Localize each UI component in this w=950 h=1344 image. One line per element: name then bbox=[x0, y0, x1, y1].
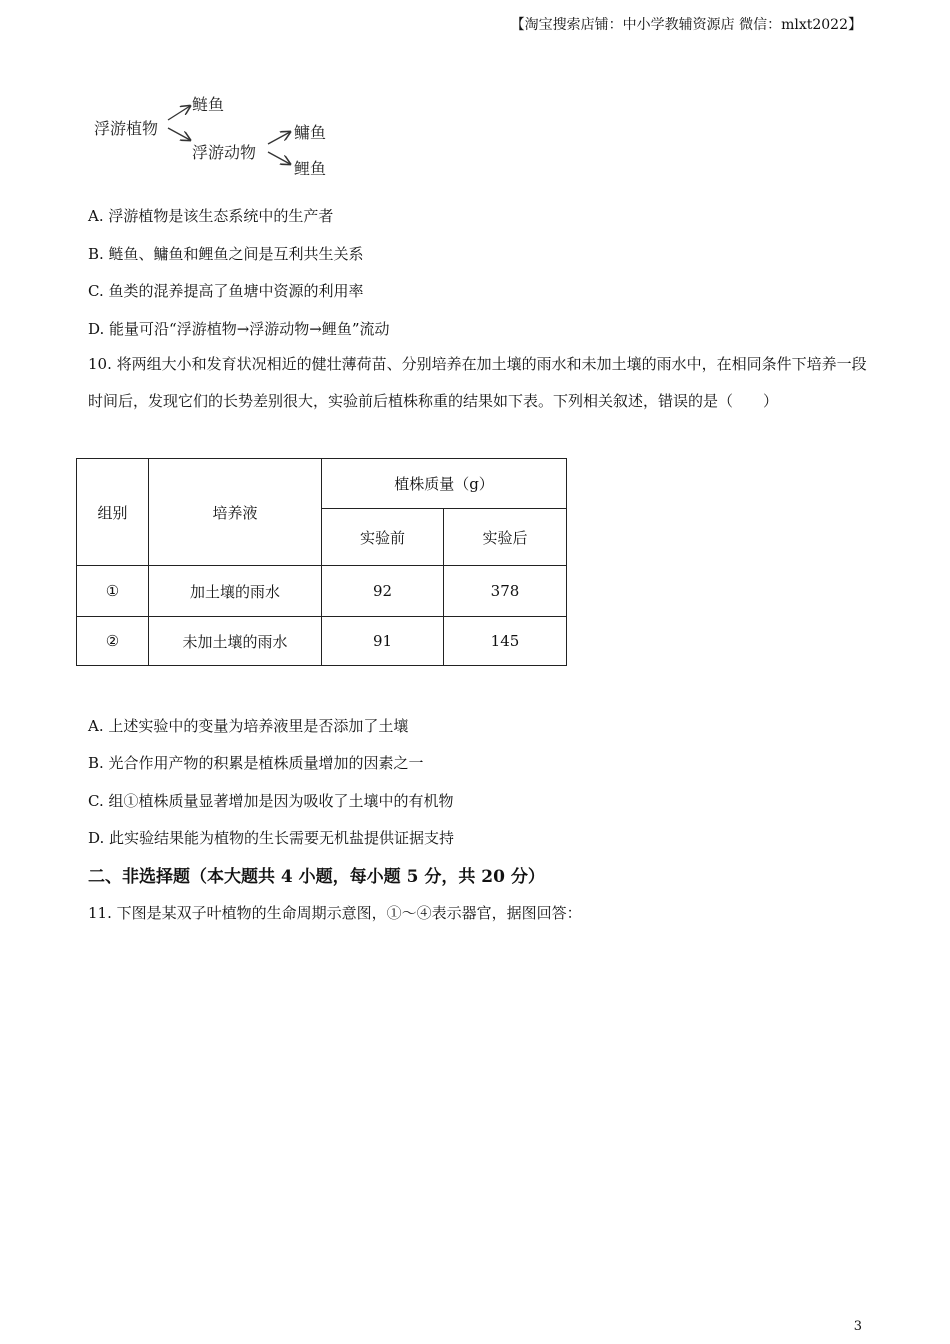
node-common-carp: 鲤鱼 bbox=[294, 159, 327, 178]
q10-option-d: D. 此实验结果能为植物的生长需要无机盐提供证据支持 bbox=[88, 829, 455, 847]
q10-option-c: C. 组①植株质量显著增加是因为吸收了土壤中的有机物 bbox=[88, 792, 454, 810]
q10-option-b: B. 光合作用产物的积累是植株质量增加的因素之一 bbox=[88, 754, 424, 772]
cell-after: 378 bbox=[444, 566, 567, 617]
node-silver-carp: 鲢鱼 bbox=[192, 95, 225, 114]
node-zooplankton: 浮游动物 bbox=[192, 143, 257, 162]
header-before: 实验前 bbox=[322, 509, 444, 566]
node-phytoplankton: 浮游植物 bbox=[94, 119, 159, 138]
q10-stem: 10. 将两组大小和发育状况相近的健壮薄荷苗、分别培养在加土壤的雨水和未加土壤的雨水中，在相同条件下培养一段时间后，发现它们的长势差别很大，实验前后植株称重的结果如下表。下列相关叙述，错误的是（ ） bbox=[88, 355, 867, 410]
header-note: 【淘宝搜索店铺：中小学教辅资源店 微信：mlxt2022】 bbox=[510, 17, 862, 33]
q9-option-a: A. 浮游植物是该生态系统中的生产者 bbox=[88, 207, 334, 225]
cell-before: 92 bbox=[322, 566, 444, 617]
node-bighead-carp: 鳙鱼 bbox=[294, 123, 327, 142]
header-plant-mass: 植株质量（g） bbox=[322, 459, 567, 509]
food-web-diagram bbox=[90, 86, 350, 186]
table-row bbox=[77, 617, 567, 666]
page-number: 3 bbox=[853, 1319, 862, 1334]
cell-group: ② bbox=[77, 617, 149, 666]
table-row bbox=[77, 566, 567, 617]
q10-table bbox=[76, 458, 567, 666]
header-after: 实验后 bbox=[444, 509, 567, 566]
cell-group: ① bbox=[77, 566, 149, 617]
q9-option-c: C. 鱼类的混养提高了鱼塘中资源的利用率 bbox=[88, 282, 364, 300]
q9-option-d: D. 能量可沿“浮游植物→浮游动物→鲤鱼”流动 bbox=[88, 320, 390, 338]
header-medium: 培养液 bbox=[149, 459, 322, 566]
header-group: 组别 bbox=[77, 459, 149, 566]
q9-option-b: B. 鲢鱼、鳙鱼和鲤鱼之间是互利共生关系 bbox=[88, 245, 364, 263]
cell-after: 145 bbox=[444, 617, 567, 666]
cell-medium: 未加土壤的雨水 bbox=[149, 617, 322, 666]
cell-before: 91 bbox=[322, 617, 444, 666]
section-title: 二、非选择题（本大题共 4 小题，每小题 5 分，共 20 分） bbox=[88, 867, 545, 887]
cell-medium: 加土壤的雨水 bbox=[149, 566, 322, 617]
q10-option-a: A. 上述实验中的变量为培养液里是否添加了土壤 bbox=[88, 717, 409, 735]
q11-stem: 11. 下图是某双子叶植物的生命周期示意图，①～④表示器官，据图回答： bbox=[88, 904, 582, 922]
